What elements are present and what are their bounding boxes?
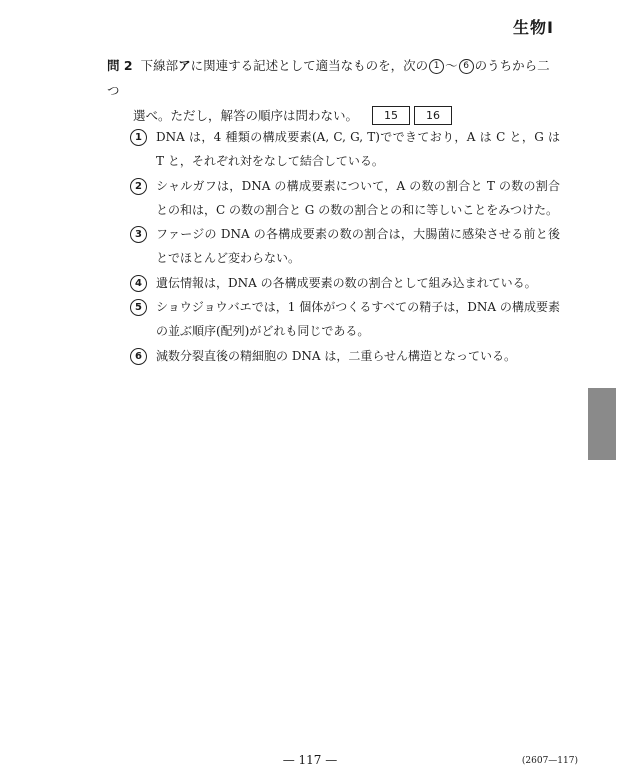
question-number: 問 2 bbox=[107, 58, 133, 73]
range-separator: 〜 bbox=[445, 58, 458, 73]
choice-number-marker: 4 bbox=[130, 275, 147, 292]
choice-item[interactable] bbox=[130, 344, 560, 368]
choice-text: ショウジョウバエでは，1 個体がつくるすべての精子は，DNA の構成要素の並ぶ順序(配列)がどれも同じである。 bbox=[156, 300, 560, 339]
answer-box-15[interactable]: 15 bbox=[372, 106, 410, 125]
choice-text: 減数分裂直後の精細胞の DNA は，二重らせん構造となっている。 bbox=[156, 348, 517, 363]
subject-title: 生物Ⅰ bbox=[513, 18, 554, 37]
question-text-mid: に関連する記述として適当なものを，次の bbox=[190, 58, 429, 73]
choice-item[interactable] bbox=[130, 295, 560, 344]
choice-item[interactable] bbox=[130, 174, 560, 223]
choice-number-marker: 2 bbox=[130, 178, 147, 195]
choice-text: ファージの DNA の各構成要素の数の割合は，大腸菌に感染させる前と後とでほとんど変わらない。 bbox=[156, 227, 560, 266]
question-header bbox=[107, 53, 557, 128]
choice-text: 遺伝情報は，DNA の各構成要素の数の割合として組み込まれている。 bbox=[156, 275, 537, 290]
page-code: (2607—117) bbox=[521, 756, 578, 766]
choice-number-marker: 3 bbox=[130, 226, 147, 243]
choice-item[interactable] bbox=[130, 125, 560, 174]
choice-number-marker: 1 bbox=[130, 129, 147, 146]
side-index-tab bbox=[588, 388, 616, 460]
answer-box-16[interactable]: 16 bbox=[414, 106, 452, 125]
range-start-marker: 1 bbox=[429, 59, 444, 74]
choice-number-marker: 5 bbox=[130, 299, 147, 316]
question-text-post: のうちから二つ bbox=[107, 58, 550, 98]
choice-item[interactable] bbox=[130, 222, 560, 271]
choice-list bbox=[130, 125, 560, 368]
choice-number-marker: 6 bbox=[130, 348, 147, 365]
page-number: — 117 — bbox=[282, 753, 338, 767]
choice-item[interactable] bbox=[130, 271, 560, 295]
range-end-marker: 6 bbox=[459, 59, 474, 74]
question-text-pre: 下線部 bbox=[140, 58, 179, 73]
choice-text: シャルガフは，DNA の構成要素について，A の数の割合と T の数の割合との和は，C の数の割合と G の数の割合との和に等しいことをみつけた。 bbox=[156, 178, 560, 217]
question-instruction: 選べ。ただし，解答の順序は問わない。 bbox=[133, 108, 359, 123]
question-line-1 bbox=[107, 53, 557, 103]
underline-ref: ア bbox=[178, 58, 191, 73]
choice-text: DNA は，4 種類の構成要素(A, C, G, T)でできており，A は C と，G は T と，それぞれ対をなして結合している。 bbox=[156, 130, 560, 169]
